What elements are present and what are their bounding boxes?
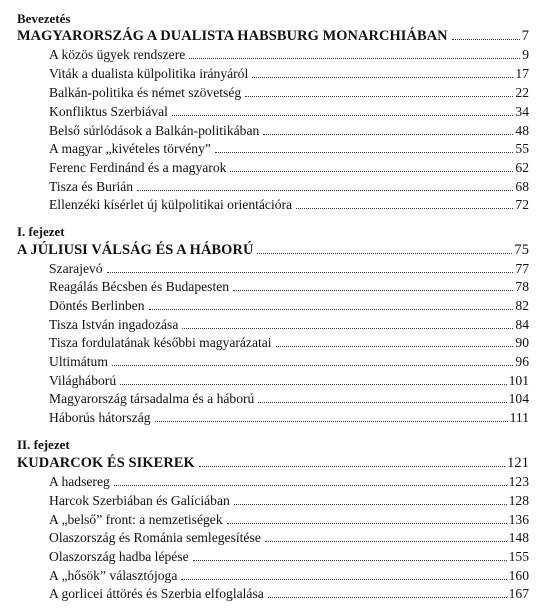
entry-title: Ultimátum — [49, 354, 108, 369]
dot-leader — [234, 504, 507, 505]
dot-leader — [245, 96, 513, 97]
entry-title: A hadsereg — [49, 474, 110, 489]
page-number: 48 — [515, 123, 529, 138]
entry-title: Magyarország társadalma és a háború — [49, 391, 255, 406]
page-number: 68 — [515, 179, 529, 194]
toc-entry — [49, 101, 529, 120]
toc-entry — [49, 176, 529, 195]
entry-title: Tisza fordulatának későbbi magyarázatai — [49, 335, 272, 350]
dot-leader — [199, 466, 505, 467]
dot-leader — [182, 328, 513, 329]
entry-title: Szarajevó — [49, 261, 103, 276]
chapter-title: A JÚLIUSI VÁLSÁG ÉS A HÁBORÚ — [17, 242, 254, 258]
dot-leader — [215, 152, 513, 153]
entry-title: Balkán-politika és német szövetség — [49, 85, 242, 100]
toc-entry — [49, 332, 529, 351]
dot-leader — [296, 208, 513, 209]
page-number: 62 — [515, 160, 529, 175]
dot-leader — [193, 560, 507, 561]
entry-title: A magyar „kivételes törvény” — [49, 141, 211, 156]
toc-entry — [49, 388, 529, 407]
toc-entry — [49, 258, 529, 277]
toc-entry — [49, 295, 529, 314]
page-number: 160 — [508, 568, 529, 583]
page-number: 75 — [514, 242, 529, 258]
toc-entry — [49, 63, 529, 82]
dot-leader — [120, 384, 506, 385]
section-label: II. fejezet — [17, 437, 70, 452]
entry-title: A gorlicei áttörés és Szerbia elfoglalása — [49, 586, 264, 601]
page-number: 123 — [508, 474, 529, 489]
entry-title: Belső súrlódások a Balkán-politikában — [49, 123, 260, 138]
entry-title: A közös ügyek rendszere — [49, 47, 186, 62]
toc-entry — [49, 583, 529, 602]
chapter-title: MAGYARORSZÁG A DUALISTA HABSBURG MONARCHIÁBAN — [17, 28, 448, 44]
toc-entry — [49, 44, 529, 63]
entry-title: A „hősök” választójoga — [49, 568, 178, 583]
chapter-heading — [17, 452, 529, 471]
page-number: 128 — [508, 493, 529, 508]
page-number: 17 — [515, 66, 529, 81]
dot-leader — [263, 134, 513, 135]
toc-entry — [49, 471, 529, 490]
page-number: 7 — [521, 28, 529, 44]
entry-title: A „belső” front: a nemzetiségek — [49, 512, 223, 527]
dot-leader — [112, 365, 514, 366]
entry-title: Reagálás Bécsben és Budapesten — [49, 279, 230, 294]
dot-leader — [107, 272, 514, 273]
page-number: 121 — [507, 455, 529, 471]
entry-title: Döntés Berlinben — [49, 298, 145, 313]
toc-entry — [49, 407, 529, 426]
dot-leader — [227, 523, 507, 524]
page-number: 90 — [515, 335, 529, 350]
entry-title: Olaszország és Románia semlegesítése — [49, 530, 261, 545]
toc-entry — [49, 370, 529, 389]
toc-entry — [49, 138, 529, 157]
page-number: 148 — [508, 530, 529, 545]
toc-entry — [49, 82, 529, 101]
dot-leader — [137, 190, 513, 191]
chapter-heading — [17, 239, 529, 258]
entry-title: Ferenc Ferdinánd és a magyarok — [49, 160, 227, 175]
toc-entry — [49, 276, 529, 295]
toc-entry — [49, 546, 529, 565]
entry-title: Tisza és Burián — [49, 179, 134, 194]
section-label: Bevezetés — [17, 11, 71, 26]
dot-leader — [258, 402, 506, 403]
toc-entry — [49, 120, 529, 139]
dot-leader — [155, 421, 508, 422]
page-number: 77 — [515, 261, 529, 276]
dot-leader — [181, 579, 506, 580]
entry-title: Viták a dualista külpolitika irányáról — [49, 66, 249, 81]
section-label: I. fejezet — [17, 224, 65, 239]
dot-leader — [230, 171, 513, 172]
dot-leader — [252, 77, 513, 78]
page-number: 9 — [522, 47, 529, 62]
page-number: 84 — [515, 317, 529, 332]
page-number: 34 — [515, 104, 529, 119]
page-number: 72 — [515, 197, 529, 212]
page-number: 101 — [508, 373, 529, 388]
page-number: 136 — [508, 512, 529, 527]
entry-title: Háborús hátország — [49, 410, 151, 425]
toc-entry — [49, 509, 529, 528]
entry-title: Ellenzéki kísérlet új külpolitikai orientációra — [49, 197, 293, 212]
dot-leader — [233, 290, 513, 291]
dot-leader — [189, 58, 520, 59]
toc-entry — [49, 314, 529, 333]
page-number: 22 — [515, 85, 529, 100]
dot-leader — [257, 253, 512, 254]
chapter-title: KUDARCOK ÉS SIKEREK — [17, 455, 195, 471]
entry-title: Olaszország hadba lépése — [49, 549, 189, 564]
page-number: 104 — [508, 391, 529, 406]
toc-entry — [49, 490, 529, 509]
dot-leader — [149, 309, 514, 310]
dot-leader — [276, 346, 514, 347]
page-number: 82 — [515, 298, 529, 313]
page-number: 167 — [508, 586, 529, 601]
toc-entry — [49, 565, 529, 584]
chapter-heading — [17, 25, 529, 44]
toc-entry — [49, 527, 529, 546]
entry-title: Tisza István ingadozása — [49, 317, 179, 332]
dot-leader — [265, 541, 507, 542]
entry-title: Világháború — [49, 373, 117, 388]
page-number: 78 — [515, 279, 529, 294]
page-number: 155 — [508, 549, 529, 564]
toc-entry — [49, 157, 529, 176]
toc-entry — [49, 194, 529, 213]
toc-entry — [49, 351, 529, 370]
entry-title: Konfliktus Szerbiával — [49, 104, 168, 119]
page-number: 111 — [509, 410, 529, 425]
dot-leader — [114, 485, 507, 486]
dot-leader — [172, 115, 513, 116]
dot-leader — [268, 597, 507, 598]
entry-title: Harcok Szerbiában és Galíciában — [49, 493, 230, 508]
page-number: 96 — [515, 354, 529, 369]
dot-leader — [452, 39, 520, 40]
page-number: 55 — [515, 141, 529, 156]
